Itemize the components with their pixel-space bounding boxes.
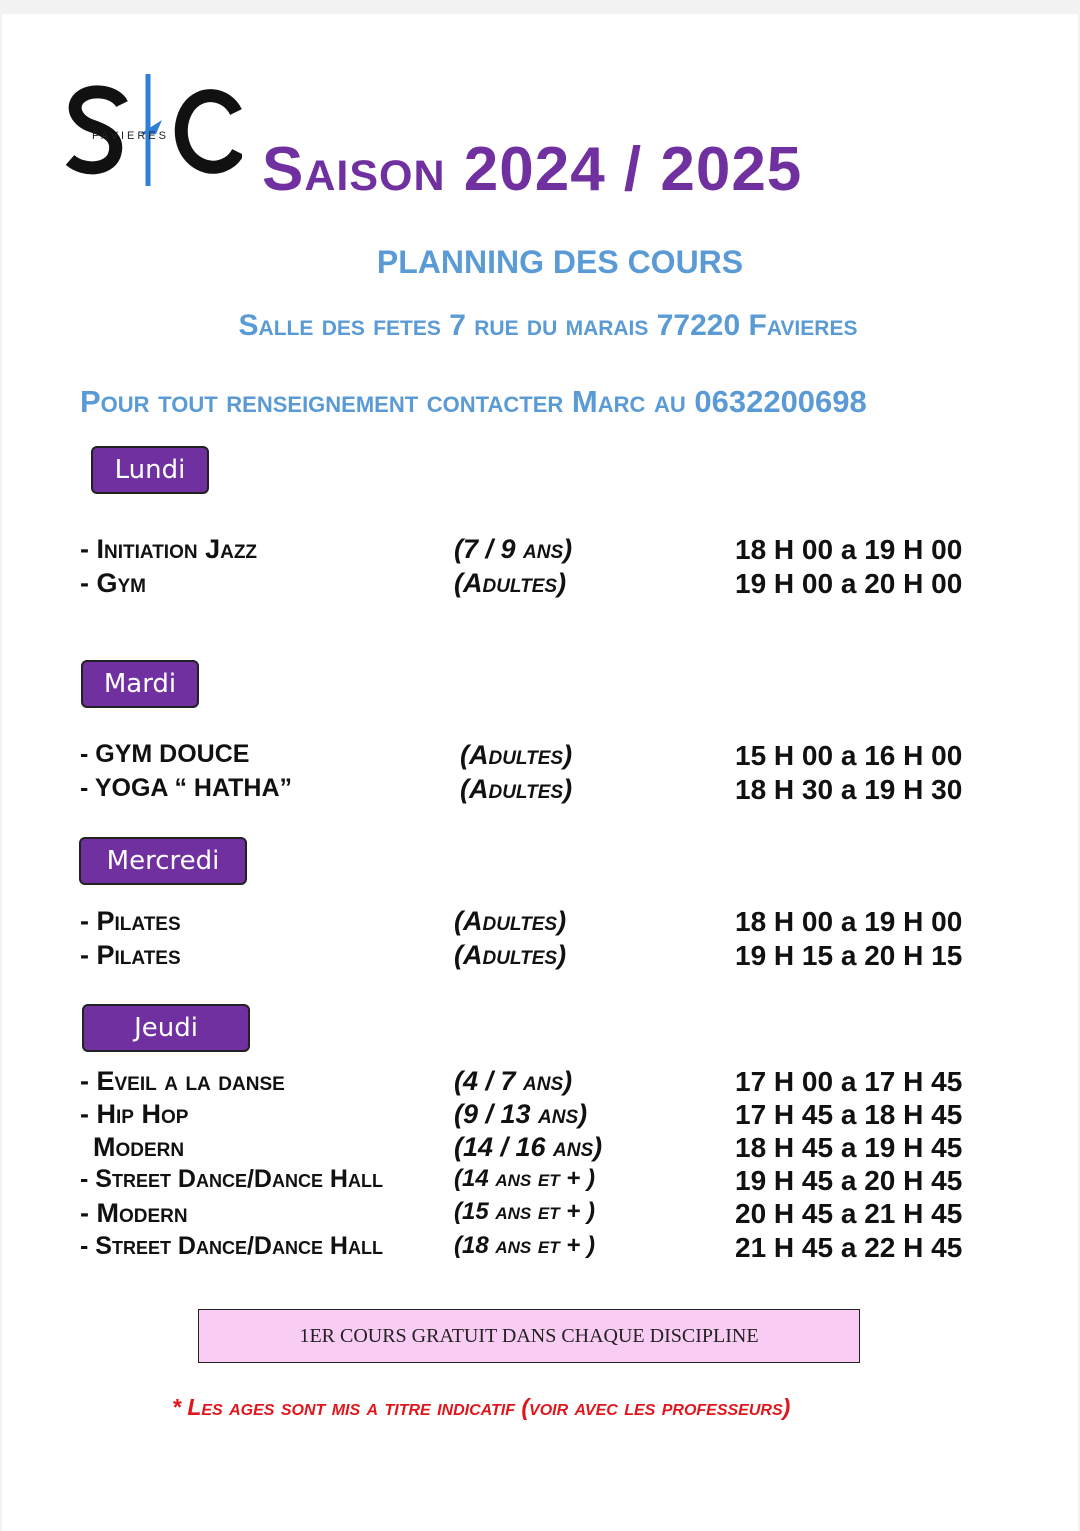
class-age: (9 / 13 ans) — [454, 1099, 588, 1129]
class-time: 19 H 00 a 20 H 00 — [735, 568, 963, 599]
class-time: 15 H 00 a 16 H 00 — [735, 740, 963, 771]
day-badge-mercredi: Mercredi — [79, 837, 247, 885]
class-row — [2, 1232, 1080, 1266]
class-name: Modern — [93, 1132, 185, 1162]
venue-address: Salle des fetes 7 rue du marais 77220 Favieres — [238, 309, 858, 342]
class-name: - Modern — [80, 1198, 188, 1228]
class-row — [2, 940, 1080, 974]
class-age: (15 ans et + ) — [454, 1198, 595, 1225]
class-name: - Eveil a la danse — [80, 1066, 285, 1096]
planning-subtitle: PLANNING DES COURS — [376, 244, 744, 280]
class-name: - Street Dance/Dance Hall — [80, 1232, 383, 1260]
day-badge-lundi: Lundi — [91, 446, 209, 494]
class-age: (Adultes) — [454, 906, 567, 936]
contact-line: Pour tout renseignement contacter Marc au 0632200698 — [80, 384, 867, 419]
class-row — [2, 568, 1080, 602]
class-time: 19 H 45 a 20 H 45 — [735, 1165, 963, 1196]
class-name: - Gym — [80, 568, 146, 598]
day-badge-mardi: Mardi — [81, 660, 199, 708]
class-age: (14 ans et + ) — [454, 1165, 595, 1192]
class-age: (Adultes) — [454, 940, 567, 970]
class-row — [2, 774, 1080, 808]
day-badge-jeudi: Jeudi — [82, 1004, 250, 1052]
class-row — [2, 1066, 1080, 1100]
class-row — [2, 740, 1080, 774]
class-name: - YOGA “ HATHA” — [80, 774, 293, 802]
class-time: 18 H 30 a 19 H 30 — [735, 774, 963, 805]
class-name: - Pilates — [80, 940, 181, 970]
class-time: 19 H 15 a 20 H 15 — [735, 940, 963, 971]
class-time: 17 H 00 a 17 H 45 — [735, 1066, 963, 1097]
class-row — [2, 1198, 1080, 1232]
class-time: 18 H 45 a 19 H 45 — [735, 1132, 963, 1163]
age-disclaimer: * Les ages sont mis a titre indicatif (voir avec les professeurs) — [172, 1394, 791, 1420]
class-time: 21 H 45 a 22 H 45 — [735, 1232, 963, 1263]
class-name: - Street Dance/Dance Hall — [80, 1165, 383, 1193]
free-class-banner: 1ER COURS GRATUIT DANS CHAQUE DISCIPLINE — [198, 1309, 860, 1363]
class-age: (4 / 7 ans) — [454, 1066, 573, 1096]
class-age: (18 ans et + ) — [454, 1232, 595, 1259]
class-time: 18 H 00 a 19 H 00 — [735, 534, 963, 565]
class-age: (Adultes) — [454, 568, 567, 598]
class-row — [2, 1099, 1080, 1133]
class-name: - GYM DOUCE — [80, 740, 250, 768]
flyer-page — [2, 14, 1078, 1531]
class-name: - Initiation Jazz — [80, 534, 258, 564]
class-row — [2, 1132, 1080, 1166]
season-title: Saison 2024 / 2025 — [262, 135, 803, 204]
class-row — [2, 906, 1080, 940]
class-age: (7 / 9 ans) — [454, 534, 573, 564]
class-time: 18 H 00 a 19 H 00 — [735, 906, 963, 937]
class-time: 20 H 45 a 21 H 45 — [735, 1198, 963, 1229]
class-age: (Adultes) — [460, 740, 573, 770]
class-row — [2, 534, 1080, 568]
class-row — [2, 1165, 1080, 1199]
class-name: - Hip Hop — [80, 1099, 189, 1129]
class-age: (Adultes) — [460, 774, 573, 804]
class-age: (14 / 16 ans) — [454, 1132, 603, 1162]
class-name: - Pilates — [80, 906, 181, 936]
class-time: 17 H 45 a 18 H 45 — [735, 1099, 963, 1130]
logo-caption: FAVIERES — [92, 130, 169, 142]
